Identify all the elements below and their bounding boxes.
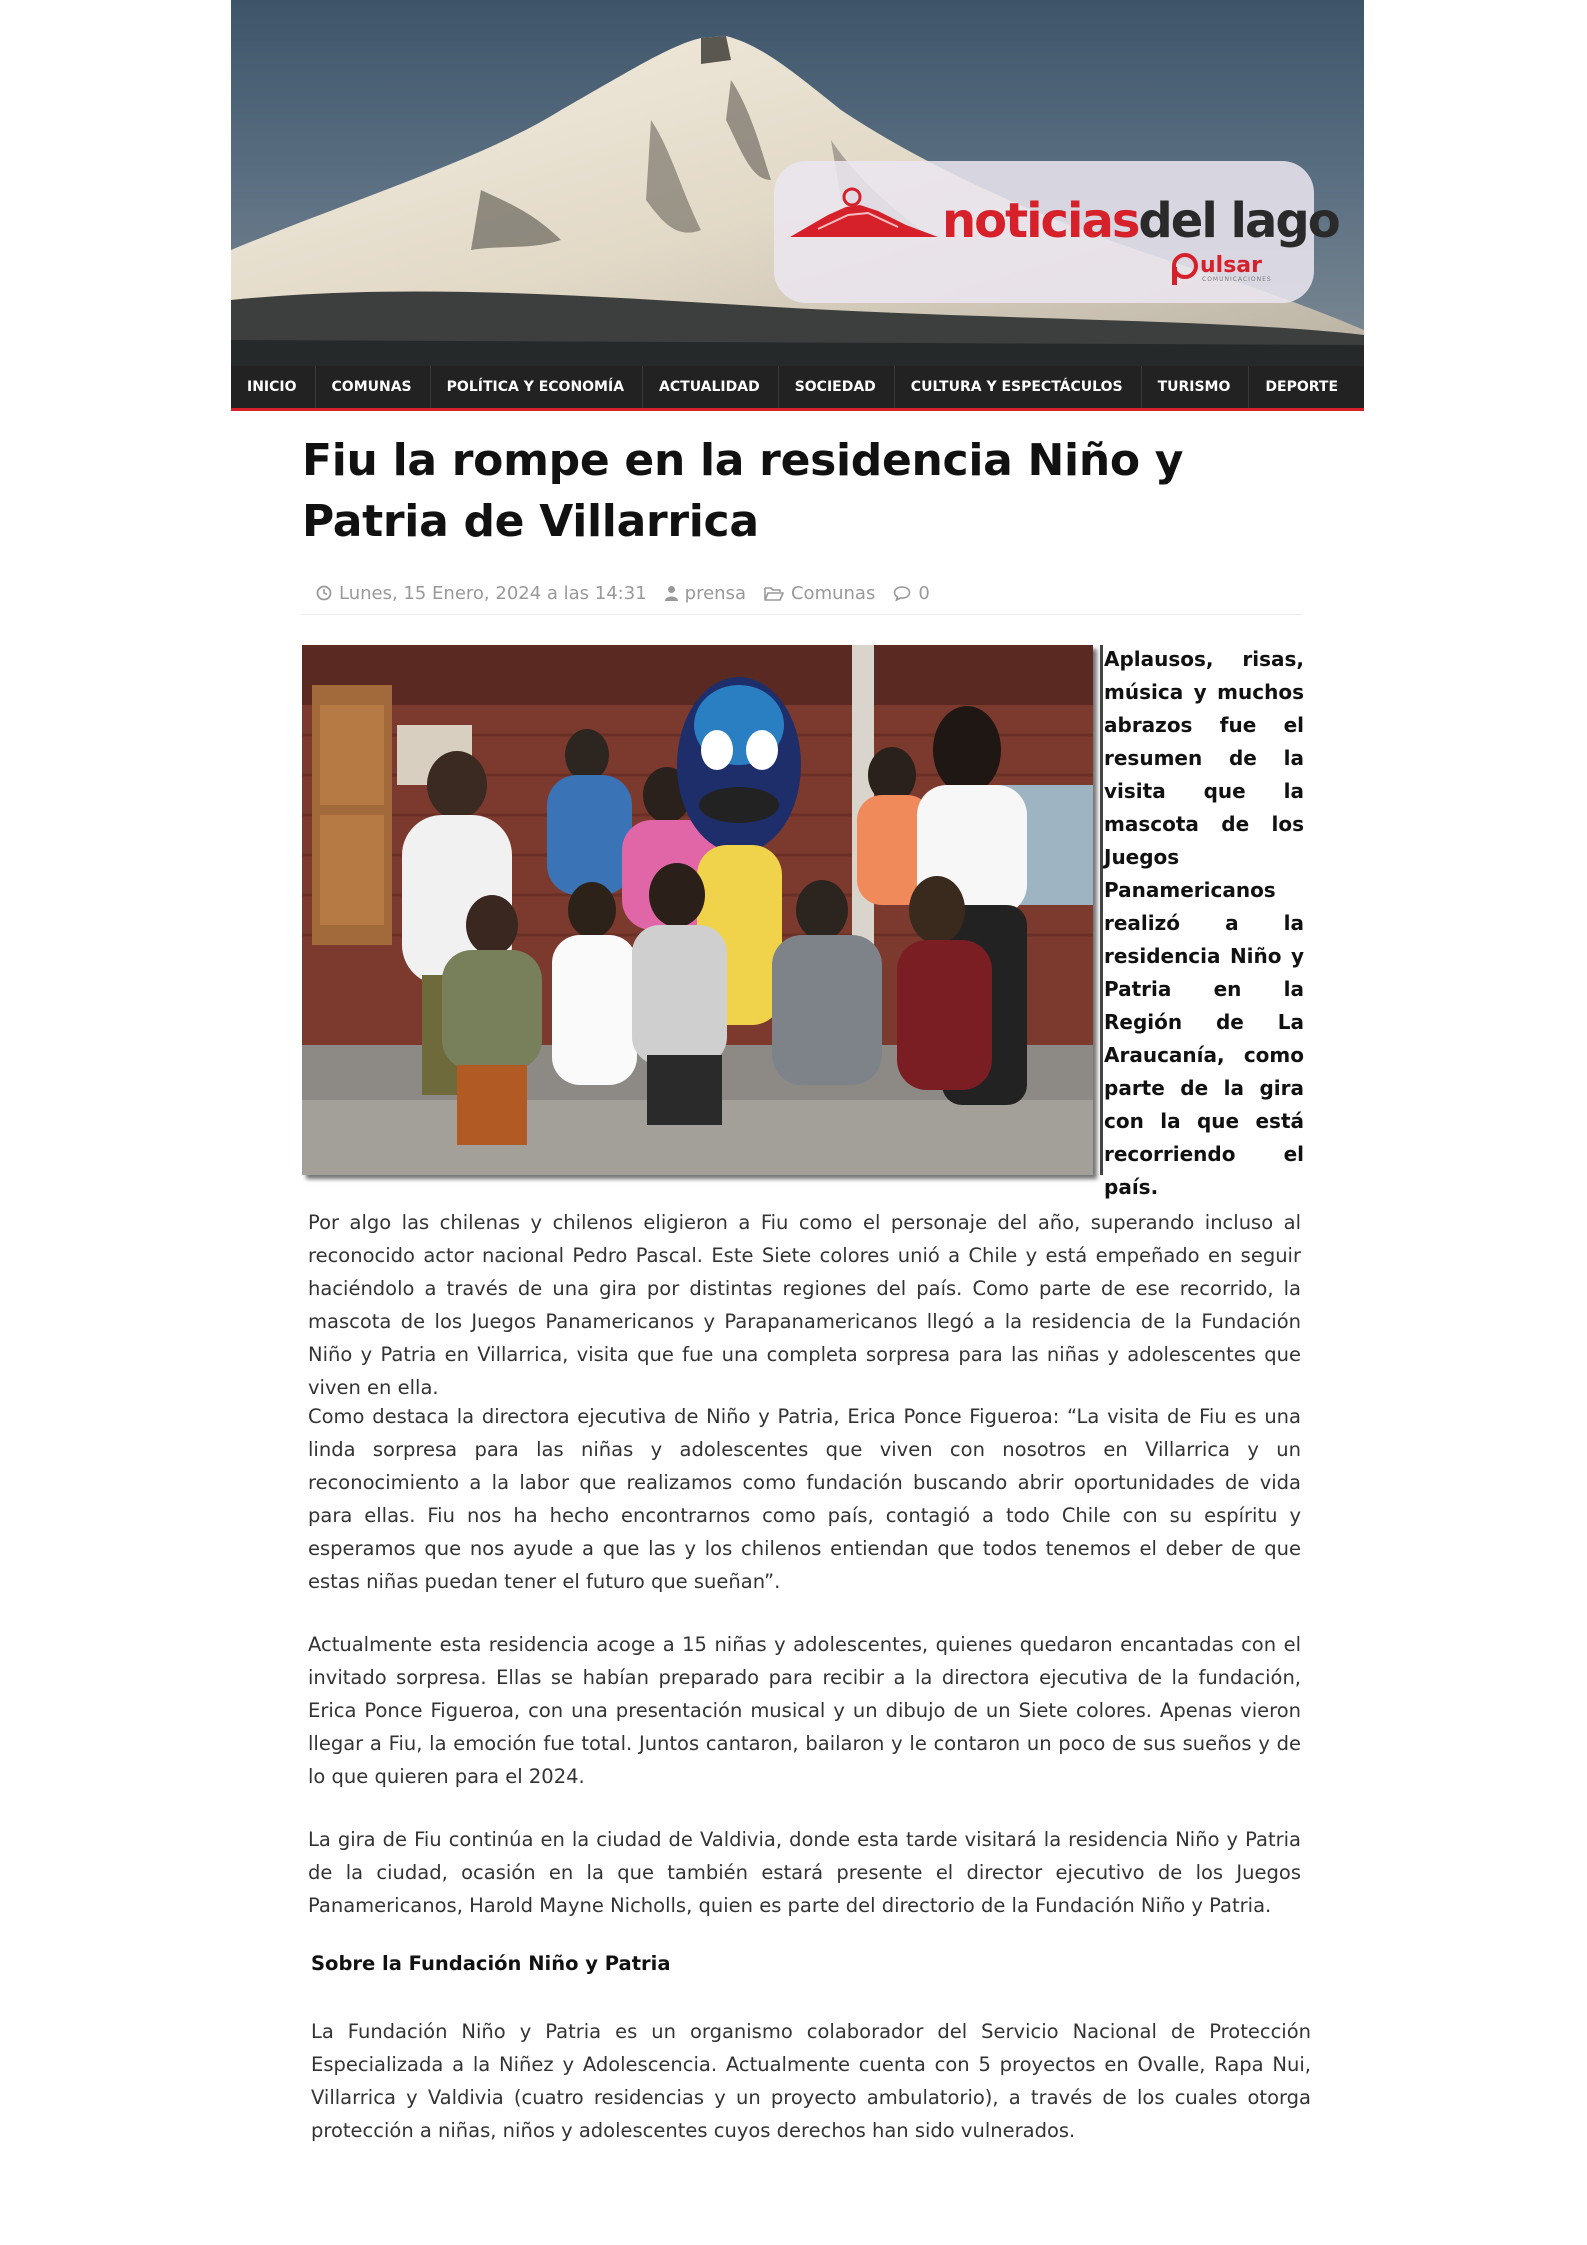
article-closing-paragraph: La Fundación Niño y Patria es un organismo colaborador del Servicio Nacional de Protección Especializada a la Niñez y Adolescencia. Actualmente cuenta con 5 proyectos en Ovalle, Rapa Nui, Villarrica y Valdivia (cuatro residencias y un proyecto ambulatorio), a través de los cuales otorga protección a niñas, niños y adolescentes cuyos derechos han sido vulnerados. (311, 2020, 1311, 2142)
article-intro: Aplausos, risas, música y muchos abrazos fue el resumen de la visita que la mascota de los Juegos Panamericanos realizó a la residencia Niño y Patria en la Región de La Araucanía, como parte de la gira con la que está recorriendo el país. (1104, 647, 1304, 1199)
nav-item-actualidad[interactable]: ACTUALIDAD (643, 366, 779, 408)
logo-wordmark (942, 191, 1339, 251)
pulsar-sub: COMUNICACIONES (1202, 276, 1272, 283)
nav-item-inicio[interactable]: INICIO (231, 366, 316, 408)
pulsar-p-icon (1172, 253, 1198, 279)
site-logo[interactable] (774, 161, 1339, 303)
clock-icon (316, 585, 332, 601)
article-paragraph-1: Por algo las chilenas y chilenos eligieron a Fiu como el personaje del año, superando incluso al reconocido actor nacional Pedro Pascal. Este Siete colores unió a Chile y está empeñado en seguir haciéndolo a través de una gira por distintas regiones del país. Como parte de ese recorrido, la mascota de los Juegos Panamericanos y Parapanamericanos llegó a la residencia de la Fundación Niño y Patria en Villarrica, visita que fue una completa sorpresa para las niñas y adolescentes que viven en ella. (308, 1211, 1301, 1399)
photo-side-rule (1100, 645, 1103, 1175)
folder-open-icon (764, 586, 784, 601)
article-photo (302, 645, 1093, 1175)
logo-wordmark-part1: noticias (942, 193, 1139, 249)
article-meta (302, 572, 1302, 615)
article-paragraph-2: Como destaca la directora ejecutiva de Niño y Patria, Erica Ponce Figueroa: “La visita de Fiu es una linda sorpresa para las niñas y adolescentes que viven con nosotros en Villarrica y un reconocimiento a la labor que realizamos como fundación buscando abrir oportunidades de vida para ellas. Fiu nos ha hecho encontrarnos como país, contagió a todo Chile con su espíritu y esperamos que nos ayude a que las y los chilenos entiendan que todos tenemos el deber de que estas niñas puedan tener el futuro que sueñan”. (308, 1405, 1301, 1593)
comment-icon (893, 585, 911, 601)
group-photo-image (302, 645, 1093, 1175)
nav-item-politica[interactable]: POLÍTICA Y ECONOMÍA (431, 366, 643, 408)
meta-date (316, 583, 647, 604)
nav-item-cultura[interactable]: CULTURA Y ESPECTÁCULOS (895, 366, 1142, 408)
nav-item-comunas[interactable]: COMUNAS (316, 366, 431, 408)
meta-author-text: prensa (684, 582, 746, 604)
nav-item-sociedad[interactable]: SOCIEDAD (779, 366, 895, 408)
meta-date-text: Lunes, 15 Enero, 2024 a las 14:31 (339, 582, 647, 604)
nav-item-deporte[interactable]: DEPORTE (1265, 379, 1339, 395)
article-subheading: Sobre la Fundación Niño y Patria (311, 1952, 671, 1975)
logo-wordmark-part2: del lago (1138, 193, 1339, 249)
pulsar-logo (1172, 249, 1272, 283)
page-container (231, 0, 1364, 2245)
meta-comments[interactable] (893, 583, 929, 604)
article-paragraph-3: Actualmente esta residencia acoge a 15 niñas y adolescentes, quienes quedaron encantadas con el invitado sorpresa. Ellas se habían preparado para recibir a la directora ejecutiva de la fundación, Erica Ponce Figueroa, con una presentación musical y un dibujo de un Siete colores. Apenas vieron llegar a Fiu, la emoción fue total. Juntos cantaron, bailaron y le contaron un poco de sus sueños y de lo que quieren para el 2024. (308, 1633, 1301, 1788)
article-title: Fiu la rompe en la residencia Niño y Patria de Villarrica (302, 435, 1184, 547)
logo-mountain-icon (788, 185, 948, 245)
meta-author[interactable] (665, 583, 746, 604)
meta-category-text: Comunas (790, 582, 876, 604)
nav-item-turismo[interactable]: TURISMO (1142, 366, 1250, 408)
article-paragraph-4: La gira de Fiu continúa en la ciudad de Valdivia, donde esta tarde visitará la residencia Niño y Patria de la ciudad, ocasión en la que también estará presente el director ejecutivo de los Juegos Panamericanos, Harold Mayne Nicholls, quien es parte del directorio de la Fundación Niño y Patria. (308, 1828, 1301, 1917)
pulsar-word: ulsar (1200, 253, 1262, 278)
meta-category[interactable] (764, 583, 875, 604)
site-header (231, 0, 1364, 366)
meta-comments-count: 0 (918, 582, 930, 604)
main-nav (231, 366, 1364, 411)
user-icon (665, 585, 678, 601)
